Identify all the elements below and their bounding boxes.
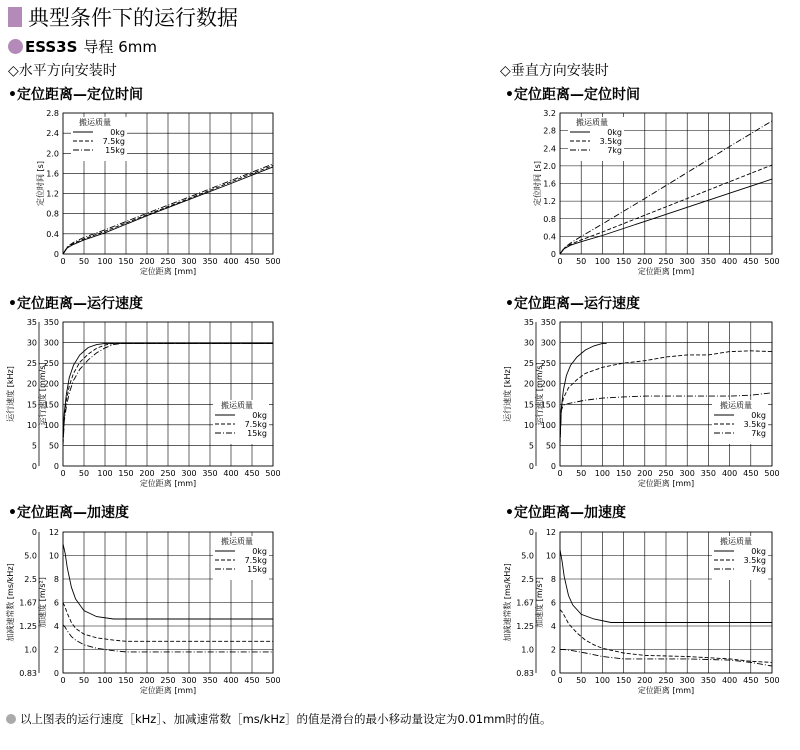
x-tick-label: 0 bbox=[60, 676, 66, 685]
x-tick-label: 200 bbox=[139, 469, 155, 478]
y2-tick-label: 5.0 bbox=[521, 551, 534, 561]
y-tick-label: 2.4 bbox=[543, 144, 556, 154]
series-line-0kg bbox=[560, 343, 607, 441]
y2-tick-label: 20 bbox=[523, 379, 534, 389]
x-tick-label: 350 bbox=[202, 469, 218, 478]
y-tick-label: 6 bbox=[53, 598, 59, 608]
y2-tick-label: 15 bbox=[523, 400, 534, 410]
x-tick-label: 250 bbox=[658, 257, 674, 266]
x-tick-label: 350 bbox=[202, 257, 218, 266]
legend-entry: 7kg bbox=[751, 429, 766, 438]
x-tick-label: 400 bbox=[223, 257, 239, 266]
x-tick-label: 450 bbox=[743, 469, 759, 478]
y2-tick-label: 0 bbox=[31, 528, 37, 537]
y-tick-label: 2.4 bbox=[46, 129, 59, 139]
legend-entry: 7.5kg bbox=[102, 137, 125, 146]
y2-tick-label: 25 bbox=[523, 359, 534, 369]
y2-tick-label: 10 bbox=[26, 420, 37, 430]
x-tick-label: 200 bbox=[139, 676, 155, 685]
y2-tick-label: 10 bbox=[523, 420, 534, 430]
x-axis-label: 定位距离 [mm] bbox=[139, 686, 197, 695]
y2-tick-label: 20 bbox=[26, 379, 37, 389]
x-tick-label: 50 bbox=[78, 257, 90, 266]
x-tick-label: 250 bbox=[658, 676, 674, 685]
x-tick-label: 250 bbox=[160, 257, 176, 266]
y2-tick-label: 2.5 bbox=[24, 575, 37, 584]
y2-tick-label: 1.25 bbox=[19, 622, 37, 631]
y-tick-label: 100 bbox=[540, 420, 556, 430]
x-tick-label: 250 bbox=[160, 676, 176, 685]
x-tick-label: 300 bbox=[181, 257, 197, 266]
legend-entry: 15kg bbox=[247, 565, 267, 574]
x-tick-label: 500 bbox=[265, 257, 281, 266]
legend-title: 搬运质量 bbox=[221, 401, 253, 410]
legend-title: 搬运质量 bbox=[720, 401, 752, 410]
y2-tick-label: 5.0 bbox=[24, 551, 37, 561]
y-tick-label: 6 bbox=[550, 598, 556, 608]
y2-tick-label: 5 bbox=[528, 441, 534, 451]
y2-axis-label: 加减速常数 [ms/kHz] bbox=[6, 563, 15, 642]
x-tick-label: 50 bbox=[576, 469, 587, 478]
y2-tick-label: 1.67 bbox=[516, 598, 534, 608]
y-tick-label: 150 bbox=[43, 400, 59, 410]
y-tick-label: 2 bbox=[53, 645, 59, 655]
y2-tick-label: 0.83 bbox=[19, 669, 37, 678]
x-tick-label: 300 bbox=[679, 676, 695, 685]
y-tick-label: 0 bbox=[550, 462, 556, 471]
x-tick-label: 100 bbox=[594, 469, 611, 478]
x-tick-label: 250 bbox=[160, 469, 176, 478]
x-tick-label: 450 bbox=[743, 676, 759, 685]
legend-entry: 15kg bbox=[247, 429, 267, 438]
y-tick-label: 300 bbox=[540, 338, 556, 348]
x-tick-label: 300 bbox=[679, 257, 695, 266]
legend-entry: 3.5kg bbox=[743, 556, 766, 565]
y2-tick-label: 15 bbox=[26, 400, 37, 410]
y-axis-label: 定位时间 [s] bbox=[533, 161, 542, 206]
y-tick-label: 1.2 bbox=[46, 189, 59, 199]
x-tick-label: 300 bbox=[181, 676, 197, 685]
y-tick-label: 200 bbox=[43, 379, 59, 389]
x-tick-label: 150 bbox=[118, 257, 134, 266]
y-tick-label: 0.8 bbox=[46, 209, 59, 219]
y-tick-label: 1.2 bbox=[543, 197, 556, 207]
y2-tick-label: 25 bbox=[26, 359, 37, 369]
chart-h-time bbox=[35, 109, 281, 276]
y-tick-label: 2.0 bbox=[543, 161, 556, 171]
legend-entry: 7kg bbox=[607, 146, 622, 155]
y2-tick-label: 30 bbox=[523, 338, 534, 348]
y-tick-label: 10 bbox=[48, 551, 59, 561]
y-tick-label: 2.8 bbox=[543, 126, 556, 136]
y-tick-label: 50 bbox=[545, 441, 556, 451]
y-tick-label: 350 bbox=[43, 318, 59, 327]
y-tick-label: 0 bbox=[53, 669, 59, 678]
page-title: 典型条件下的运行数据 bbox=[28, 6, 238, 30]
y-axis-label: 运行速度 [mm/s] bbox=[38, 362, 47, 426]
y-tick-label: 200 bbox=[540, 379, 556, 389]
x-tick-label: 200 bbox=[139, 257, 155, 266]
y-tick-label: 250 bbox=[540, 359, 556, 369]
x-tick-label: 150 bbox=[118, 469, 134, 478]
y-tick-label: 8 bbox=[550, 575, 556, 584]
x-tick-label: 350 bbox=[700, 469, 717, 478]
x-tick-label: 50 bbox=[78, 676, 90, 685]
x-tick-label: 300 bbox=[679, 469, 695, 478]
y-tick-label: 0 bbox=[53, 462, 59, 471]
x-tick-label: 400 bbox=[721, 676, 738, 685]
legend-entry: 15kg bbox=[105, 146, 125, 155]
x-tick-label: 0 bbox=[60, 469, 66, 478]
vertical-orientation-label: ◇垂直方向安装时 bbox=[500, 63, 609, 79]
x-tick-label: 200 bbox=[637, 257, 653, 266]
x-tick-label: 50 bbox=[576, 676, 587, 685]
x-axis-label: 定位距离 [mm] bbox=[139, 267, 197, 276]
model-name: ESS3S bbox=[25, 37, 78, 56]
x-tick-label: 450 bbox=[244, 469, 260, 478]
chart-title-v-speed: •定位距离—运行速度 bbox=[505, 296, 640, 312]
x-axis-label: 定位距离 [mm] bbox=[637, 267, 695, 276]
y-tick-label: 2 bbox=[550, 645, 556, 655]
y2-axis-label: 加减速常数 [ms/kHz] bbox=[503, 563, 512, 642]
y-axis-label: 加速度 [m/s²] bbox=[535, 577, 544, 628]
y2-tick-label: 0 bbox=[528, 462, 534, 471]
x-tick-label: 150 bbox=[615, 257, 632, 266]
model-lead: 导程 6mm bbox=[83, 38, 157, 56]
y-tick-label: 1.6 bbox=[543, 179, 556, 189]
x-tick-label: 400 bbox=[721, 257, 738, 266]
footnote-text: 以上图表的运行速度［kHz］、加减速常数［ms/kHz］的值是滑台的最小移动量设定为0.01mm时的值。 bbox=[20, 712, 552, 726]
x-tick-label: 100 bbox=[97, 257, 113, 266]
y-tick-label: 12 bbox=[48, 528, 59, 537]
x-tick-label: 50 bbox=[78, 469, 90, 478]
y2-tick-label: 0 bbox=[528, 528, 534, 537]
x-tick-label: 400 bbox=[223, 469, 239, 478]
y-tick-label: 1.6 bbox=[46, 169, 59, 179]
y-tick-label: 350 bbox=[540, 318, 556, 327]
y2-tick-label: 1.0 bbox=[521, 645, 534, 655]
y-tick-label: 0.4 bbox=[46, 229, 59, 239]
legend-entry: 7.5kg bbox=[244, 420, 267, 429]
x-tick-label: 400 bbox=[721, 469, 738, 478]
x-tick-label: 0 bbox=[557, 469, 563, 478]
chart-title-h-accel: •定位距离—加速度 bbox=[8, 505, 129, 521]
x-tick-label: 500 bbox=[764, 469, 780, 478]
y2-tick-label: 35 bbox=[26, 318, 37, 327]
legend-entry: 0kg bbox=[607, 128, 622, 137]
legend-entry: 0kg bbox=[751, 547, 766, 556]
y-axis-label: 定位时间 [s] bbox=[36, 161, 45, 206]
chart-v-accel bbox=[502, 528, 780, 695]
y-tick-label: 0 bbox=[550, 669, 556, 678]
x-tick-label: 200 bbox=[637, 469, 653, 478]
chart-v-speed bbox=[502, 318, 780, 488]
legend-entry: 0kg bbox=[110, 128, 125, 137]
y2-tick-label: 0 bbox=[31, 462, 37, 471]
y2-tick-label: 35 bbox=[523, 318, 534, 327]
x-tick-label: 100 bbox=[97, 469, 113, 478]
y-tick-label: 100 bbox=[43, 420, 59, 430]
y-tick-label: 2.0 bbox=[46, 149, 59, 159]
horizontal-orientation-label: ◇水平方向安装时 bbox=[8, 63, 117, 79]
x-tick-label: 100 bbox=[97, 676, 113, 685]
x-axis-label: 定位距离 [mm] bbox=[637, 479, 695, 488]
chart-v-time bbox=[532, 109, 780, 276]
x-tick-label: 150 bbox=[118, 676, 134, 685]
x-tick-label: 0 bbox=[60, 257, 66, 266]
y-tick-label: 3.2 bbox=[543, 109, 556, 118]
footnote bbox=[6, 711, 552, 727]
y-tick-label: 0 bbox=[53, 250, 59, 259]
x-tick-label: 300 bbox=[181, 469, 197, 478]
chart-title-h-speed: •定位距离—运行速度 bbox=[8, 296, 143, 312]
x-tick-label: 0 bbox=[557, 676, 563, 685]
y-tick-label: 150 bbox=[540, 400, 556, 410]
x-tick-label: 100 bbox=[594, 676, 611, 685]
x-tick-label: 500 bbox=[265, 676, 281, 685]
legend-entry: 0kg bbox=[751, 411, 766, 420]
x-tick-label: 350 bbox=[700, 257, 717, 266]
x-tick-label: 350 bbox=[700, 676, 717, 685]
y-tick-label: 4 bbox=[53, 622, 59, 631]
x-axis-label: 定位距离 [mm] bbox=[637, 686, 695, 695]
y-tick-label: 300 bbox=[43, 338, 59, 348]
x-tick-label: 350 bbox=[202, 676, 218, 685]
x-tick-label: 500 bbox=[764, 676, 780, 685]
chart-title-v-accel: •定位距离—加速度 bbox=[505, 505, 626, 521]
x-tick-label: 500 bbox=[764, 257, 780, 266]
chart-title-v-time: •定位距离—定位时间 bbox=[505, 87, 640, 103]
x-tick-label: 150 bbox=[615, 469, 632, 478]
legend-entry: 7kg bbox=[751, 565, 766, 574]
x-tick-label: 150 bbox=[615, 676, 632, 685]
y2-tick-label: 5 bbox=[31, 441, 37, 451]
y2-tick-label: 1.25 bbox=[516, 622, 534, 631]
y-tick-label: 0 bbox=[550, 250, 556, 259]
y-tick-label: 12 bbox=[545, 528, 556, 537]
y-tick-label: 0.8 bbox=[543, 214, 556, 224]
x-tick-label: 200 bbox=[637, 676, 653, 685]
y2-axis-label: 运行速度 [kHz] bbox=[6, 366, 15, 422]
chart-h-speed bbox=[5, 318, 281, 488]
legend-entry: 3.5kg bbox=[743, 420, 766, 429]
y2-tick-label: 1.67 bbox=[19, 598, 37, 608]
y2-tick-label: 30 bbox=[26, 338, 37, 348]
y2-tick-label: 1.0 bbox=[24, 645, 37, 655]
x-tick-label: 50 bbox=[576, 257, 587, 266]
y2-axis-label: 运行速度 [kHz] bbox=[503, 366, 512, 422]
x-tick-label: 450 bbox=[244, 257, 260, 266]
x-tick-label: 450 bbox=[244, 676, 260, 685]
y-tick-label: 2.8 bbox=[46, 109, 59, 118]
y-tick-label: 0.4 bbox=[543, 232, 556, 242]
y2-tick-label: 0.83 bbox=[516, 669, 534, 678]
y-tick-label: 8 bbox=[53, 575, 59, 584]
footnote-dot-icon bbox=[6, 714, 16, 724]
x-tick-label: 500 bbox=[265, 469, 281, 478]
y-tick-label: 10 bbox=[545, 551, 556, 561]
chart-title-h-time: •定位距离—定位时间 bbox=[8, 87, 143, 103]
x-tick-label: 400 bbox=[223, 676, 239, 685]
x-axis-label: 定位距离 [mm] bbox=[139, 479, 197, 488]
legend-title: 搬运质量 bbox=[79, 118, 111, 127]
legend-title: 搬运质量 bbox=[221, 537, 253, 546]
chart-h-accel bbox=[5, 528, 281, 695]
legend-title: 搬运质量 bbox=[720, 537, 752, 546]
legend-entry: 7.5kg bbox=[244, 556, 267, 565]
y-axis-label: 运行速度 [mm/s] bbox=[535, 362, 544, 426]
legend-title: 搬运质量 bbox=[576, 118, 608, 127]
x-tick-label: 100 bbox=[594, 257, 611, 266]
x-tick-label: 250 bbox=[658, 469, 674, 478]
y-axis-label: 加速度 [m/s²] bbox=[38, 577, 47, 628]
legend-entry: 3.5kg bbox=[599, 137, 622, 146]
y2-tick-label: 2.5 bbox=[521, 575, 534, 584]
y-tick-label: 250 bbox=[43, 359, 59, 369]
legend-entry: 0kg bbox=[252, 547, 267, 556]
y-tick-label: 4 bbox=[550, 622, 556, 631]
legend-entry: 0kg bbox=[252, 411, 267, 420]
y-tick-label: 50 bbox=[48, 441, 59, 451]
x-tick-label: 0 bbox=[557, 257, 563, 266]
x-tick-label: 450 bbox=[743, 257, 759, 266]
